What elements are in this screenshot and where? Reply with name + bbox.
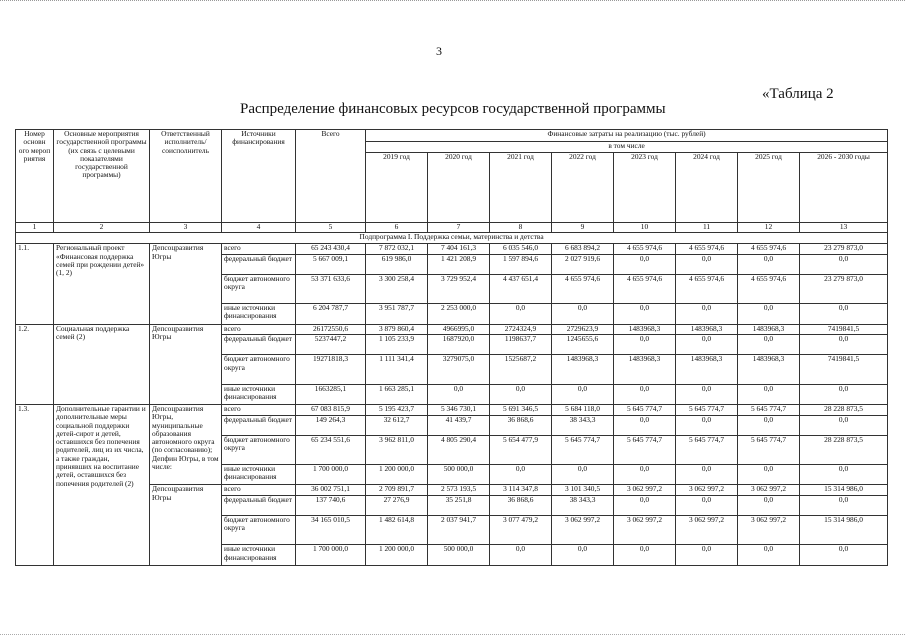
amount-cell: 1198637,7: [490, 335, 552, 355]
col-number: 12: [738, 222, 800, 233]
amount-cell: 4 655 974,6: [552, 274, 614, 303]
event-number: 1.1.: [16, 244, 54, 324]
amount-cell: 619 986,0: [366, 255, 428, 275]
header-year: 2023 год: [614, 152, 676, 222]
amount-cell: 65 243 430,4: [296, 244, 366, 255]
event-number: 1.3.: [16, 405, 54, 566]
amount-cell: 0,0: [676, 304, 738, 325]
amount-cell: 3 062 997,2: [738, 516, 800, 545]
amount-cell: 4 655 974,6: [738, 274, 800, 303]
event-name: Социальная поддержка семей (2): [54, 324, 150, 404]
amount-cell: 3 062 997,2: [738, 485, 800, 496]
executor: Депсоцразвития Югры: [150, 485, 222, 566]
header-year: 2026 - 2030 годы: [800, 152, 888, 222]
col-number: 10: [614, 222, 676, 233]
amount-cell: 1 421 208,9: [428, 255, 490, 275]
amount-cell: 65 234 551,6: [296, 435, 366, 464]
event-number: 1.2.: [16, 324, 54, 404]
amount-cell: 0,0: [614, 384, 676, 405]
amount-cell: 0,0: [614, 464, 676, 485]
amount-cell: 6 035 546,0: [490, 244, 552, 255]
executor: Депсоцразвития Югры: [150, 244, 222, 324]
col-number: 5: [296, 222, 366, 233]
funding-source: иные источники финансирования: [222, 304, 296, 325]
header-year: 2020 год: [428, 152, 490, 222]
header-year: 2025 год: [738, 152, 800, 222]
amount-cell: 0,0: [552, 304, 614, 325]
amount-cell: 27 276,9: [366, 496, 428, 516]
amount-cell: 5 195 423,7: [366, 405, 428, 416]
amount-cell: 1 700 000,0: [296, 545, 366, 566]
amount-cell: 3 062 997,2: [614, 516, 676, 545]
amount-cell: 5 684 118,0: [552, 405, 614, 416]
amount-cell: 23 279 873,0: [800, 244, 888, 255]
amount-cell: 0,0: [428, 384, 490, 405]
header-year: 2021 год: [490, 152, 552, 222]
amount-cell: 7419841,5: [800, 324, 888, 335]
amount-cell: 36 002 751,1: [296, 485, 366, 496]
amount-cell: 149 264,3: [296, 415, 366, 435]
amount-cell: 7 872 032,1: [366, 244, 428, 255]
amount-cell: 0,0: [614, 545, 676, 566]
amount-cell: 0,0: [800, 545, 888, 566]
funding-source: всего: [222, 244, 296, 255]
amount-cell: 3 879 860,4: [366, 324, 428, 335]
col-number: 2: [54, 222, 150, 233]
col-number: 3: [150, 222, 222, 233]
header-year: 2022 год: [552, 152, 614, 222]
amount-cell: 3 062 997,2: [676, 485, 738, 496]
funding-source: федеральный бюджет: [222, 496, 296, 516]
amount-cell: 0,0: [490, 464, 552, 485]
amount-cell: 3 300 258,4: [366, 274, 428, 303]
amount-cell: 3 062 997,2: [552, 516, 614, 545]
executor: Депсоцразвития Югры: [150, 324, 222, 404]
amount-cell: 0,0: [676, 496, 738, 516]
amount-cell: 0,0: [676, 255, 738, 275]
amount-cell: 3279075,0: [428, 355, 490, 384]
header-num: Номер основн ого мероп риятия: [16, 130, 54, 223]
amount-cell: 1 663 285,1: [366, 384, 428, 405]
funding-source: всего: [222, 485, 296, 496]
amount-cell: 1483968,3: [614, 324, 676, 335]
amount-cell: 2 027 919,6: [552, 255, 614, 275]
amount-cell: 0,0: [800, 384, 888, 405]
amount-cell: 53 371 633,6: [296, 274, 366, 303]
amount-cell: 5 645 774,7: [676, 435, 738, 464]
funding-source: всего: [222, 405, 296, 416]
amount-cell: 0,0: [738, 255, 800, 275]
amount-cell: 1 200 000,0: [366, 464, 428, 485]
header-exec: Ответственный исполнитель/ соисполнитель: [150, 130, 222, 223]
amount-cell: 1 700 000,0: [296, 464, 366, 485]
header-year: 2019 год: [366, 152, 428, 222]
scan-top-edge: [0, 0, 905, 3]
amount-cell: 500 000,0: [428, 545, 490, 566]
amount-cell: 36 868,6: [490, 415, 552, 435]
amount-cell: 32 612,7: [366, 415, 428, 435]
amount-cell: 5 691 346,5: [490, 405, 552, 416]
amount-cell: 0,0: [614, 304, 676, 325]
col-number: 11: [676, 222, 738, 233]
amount-cell: 3 962 811,0: [366, 435, 428, 464]
amount-cell: 5 654 477,9: [490, 435, 552, 464]
amount-cell: 28 228 873,5: [800, 435, 888, 464]
amount-cell: 0,0: [738, 464, 800, 485]
amount-cell: 1483968,3: [676, 324, 738, 335]
header-fin: Финансовые затраты на реализацию (тыс. рублей): [366, 130, 888, 142]
subprogram-title: Подпрограмма I. Поддержка семьи, материнства и детства: [16, 233, 888, 244]
funding-source: федеральный бюджет: [222, 335, 296, 355]
amount-cell: 38 343,3: [552, 415, 614, 435]
header-year: 2024 год: [676, 152, 738, 222]
amount-cell: 15 314 986,0: [800, 485, 888, 496]
table-row: [16, 324, 888, 335]
table-row: [16, 405, 888, 416]
amount-cell: 3 062 997,2: [614, 485, 676, 496]
amount-cell: 5 645 774,7: [614, 405, 676, 416]
amount-cell: 15 314 986,0: [800, 516, 888, 545]
funding-source: иные источники финансирования: [222, 384, 296, 405]
amount-cell: 1483968,3: [676, 355, 738, 384]
amount-cell: 0,0: [552, 464, 614, 485]
amount-cell: 35 251,8: [428, 496, 490, 516]
event-name: Региональный проект «Финансовая поддержка семей при рождении детей» (1, 2): [54, 244, 150, 324]
amount-cell: 1663285,1: [296, 384, 366, 405]
amount-cell: 0,0: [738, 545, 800, 566]
amount-cell: 0,0: [614, 255, 676, 275]
amount-cell: 1483968,3: [738, 355, 800, 384]
amount-cell: 1483968,3: [614, 355, 676, 384]
amount-cell: 0,0: [490, 384, 552, 405]
amount-cell: 6 204 787,7: [296, 304, 366, 325]
amount-cell: 5 645 774,7: [738, 405, 800, 416]
amount-cell: 0,0: [800, 255, 888, 275]
amount-cell: 4 437 651,4: [490, 274, 552, 303]
amount-cell: 7419841,5: [800, 355, 888, 384]
amount-cell: 0,0: [676, 545, 738, 566]
col-number: 6: [366, 222, 428, 233]
amount-cell: 5 645 774,7: [614, 435, 676, 464]
col-number: 1: [16, 222, 54, 233]
amount-cell: 2724324,9: [490, 324, 552, 335]
amount-cell: 0,0: [490, 545, 552, 566]
amount-cell: 1483968,3: [738, 324, 800, 335]
amount-cell: 1483968,3: [552, 355, 614, 384]
amount-cell: 0,0: [552, 384, 614, 405]
amount-cell: 0,0: [738, 335, 800, 355]
amount-cell: 4 655 974,6: [676, 274, 738, 303]
amount-cell: 0,0: [552, 545, 614, 566]
amount-cell: 4 655 974,6: [614, 244, 676, 255]
amount-cell: 3 077 479,2: [490, 516, 552, 545]
table-row: [16, 244, 888, 255]
header-row: [16, 130, 888, 142]
amount-cell: 0,0: [676, 415, 738, 435]
amount-cell: 137 740,6: [296, 496, 366, 516]
amount-cell: 0,0: [738, 496, 800, 516]
col-number: 8: [490, 222, 552, 233]
amount-cell: 1 597 894,6: [490, 255, 552, 275]
subprogram-row: [16, 233, 888, 244]
funding-source: всего: [222, 324, 296, 335]
amount-cell: 0,0: [614, 335, 676, 355]
amount-cell: 7 404 161,3: [428, 244, 490, 255]
amount-cell: 2 709 891,7: [366, 485, 428, 496]
col-number: 13: [800, 222, 888, 233]
table-body: [16, 130, 888, 566]
amount-cell: 2 573 193,5: [428, 485, 490, 496]
funding-source: иные источники финансирования: [222, 464, 296, 485]
amount-cell: 0,0: [800, 496, 888, 516]
col-number: 7: [428, 222, 490, 233]
amount-cell: 4966995,0: [428, 324, 490, 335]
page-number: 3: [436, 44, 442, 58]
amount-cell: 1687920,0: [428, 335, 490, 355]
header-total: Всего: [296, 130, 366, 223]
amount-cell: 3 729 952,4: [428, 274, 490, 303]
amount-cell: 0,0: [676, 335, 738, 355]
amount-cell: 5 645 774,7: [552, 435, 614, 464]
amount-cell: 0,0: [800, 335, 888, 355]
amount-cell: 0,0: [614, 496, 676, 516]
amount-cell: 3 062 997,2: [676, 516, 738, 545]
col-number: 4: [222, 222, 296, 233]
column-number-row: [16, 222, 888, 233]
amount-cell: 0,0: [800, 415, 888, 435]
amount-cell: 5 667 009,1: [296, 255, 366, 275]
funding-source: бюджет автономного округа: [222, 516, 296, 545]
amount-cell: 1245655,6: [552, 335, 614, 355]
funding-source: бюджет автономного округа: [222, 435, 296, 464]
executor: Депсоцразвития Югры, муниципальные образования автономного округа (по согласованию); Депфин Югры, в том числе:: [150, 405, 222, 485]
amount-cell: 4 805 290,4: [428, 435, 490, 464]
funding-source: иные источники финансирования: [222, 545, 296, 566]
header-source: Источники финансирования: [222, 130, 296, 223]
amount-cell: 0,0: [738, 384, 800, 405]
amount-cell: 28 228 873,5: [800, 405, 888, 416]
amount-cell: 0,0: [738, 415, 800, 435]
amount-cell: 6 683 894,2: [552, 244, 614, 255]
amount-cell: 500 000,0: [428, 464, 490, 485]
scan-bottom-edge: [0, 634, 905, 636]
amount-cell: 0,0: [676, 464, 738, 485]
amount-cell: 1 482 614,8: [366, 516, 428, 545]
amount-cell: 26172550,6: [296, 324, 366, 335]
amount-cell: 34 165 010,5: [296, 516, 366, 545]
header-event: Основные мероприятия государственной программы (их связь с целевыми показателями государственной программы): [54, 130, 150, 223]
amount-cell: 5 346 730,1: [428, 405, 490, 416]
amount-cell: 1525687,2: [490, 355, 552, 384]
amount-cell: 5 645 774,7: [676, 405, 738, 416]
amount-cell: 4 655 974,6: [614, 274, 676, 303]
amount-cell: 0,0: [800, 304, 888, 325]
amount-cell: 4 655 974,6: [676, 244, 738, 255]
amount-cell: 1 200 000,0: [366, 545, 428, 566]
financial-table: [15, 129, 888, 566]
amount-cell: 41 439,7: [428, 415, 490, 435]
amount-cell: 38 343,3: [552, 496, 614, 516]
funding-source: федеральный бюджет: [222, 415, 296, 435]
table-reference: «Таблица 2: [762, 86, 834, 102]
amount-cell: 5 645 774,7: [738, 435, 800, 464]
funding-source: бюджет автономного округа: [222, 355, 296, 384]
amount-cell: 0,0: [490, 304, 552, 325]
amount-cell: 5237447,2: [296, 335, 366, 355]
amount-cell: 19271818,3: [296, 355, 366, 384]
amount-cell: 0,0: [614, 415, 676, 435]
amount-cell: 3 101 340,5: [552, 485, 614, 496]
amount-cell: 36 868,6: [490, 496, 552, 516]
funding-source: федеральный бюджет: [222, 255, 296, 275]
amount-cell: 0,0: [800, 464, 888, 485]
header-incl: в том числе: [366, 141, 888, 152]
amount-cell: 2 253 000,0: [428, 304, 490, 325]
amount-cell: 1 111 341,4: [366, 355, 428, 384]
amount-cell: 1 105 233,9: [366, 335, 428, 355]
amount-cell: 0,0: [738, 304, 800, 325]
event-name: Дополнительные гарантии и дополнительные меры социальной поддержки детей-сирот и детей, оставшихся без попечения родителей, лиц из их числа, а также граждан, принявших на воспитание детей, оставшихся без попечения родителей (2): [54, 405, 150, 566]
amount-cell: 3 951 787,7: [366, 304, 428, 325]
funding-source: бюджет автономного округа: [222, 274, 296, 303]
amount-cell: 3 114 347,8: [490, 485, 552, 496]
amount-cell: 67 083 815,9: [296, 405, 366, 416]
document-title: Распределение финансовых ресурсов государственной программы: [240, 101, 666, 117]
amount-cell: 23 279 873,0: [800, 274, 888, 303]
amount-cell: 2 037 941,7: [428, 516, 490, 545]
amount-cell: 2729623,9: [552, 324, 614, 335]
col-number: 9: [552, 222, 614, 233]
amount-cell: 4 655 974,6: [738, 244, 800, 255]
amount-cell: 0,0: [676, 384, 738, 405]
